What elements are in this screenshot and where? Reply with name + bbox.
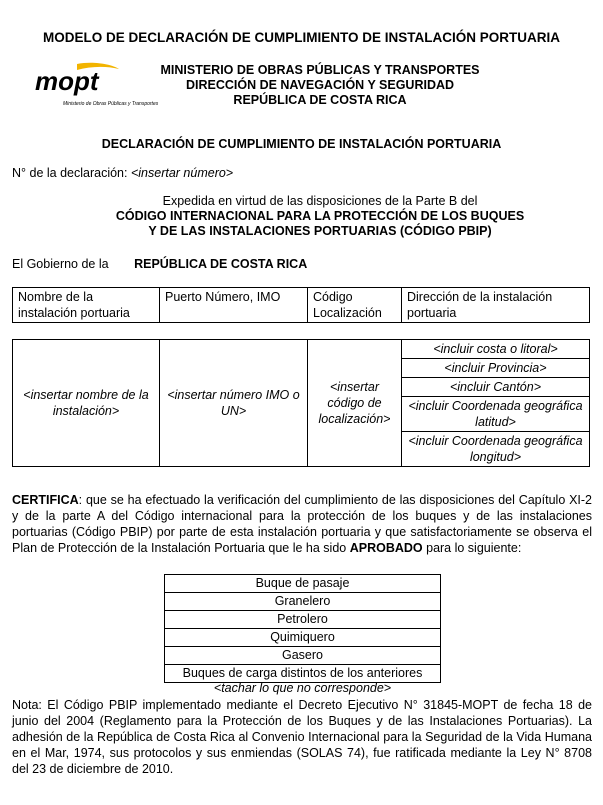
ship-type-cell: Granelero xyxy=(165,593,441,611)
certifica-text: : que se ha efectuado la verificación del cumplimiento de las disposiciones del Capítulo XI-2 y de la parte A del Código internacional para la protección de los buques y de las instalaciones portuarias (Código PBIP) por parte de esta instalación portuaria y que satisfactoriamente se observa el Plan de Protección de la Instalación Portuaria que le ha sido xyxy=(12,493,592,555)
ministry-header xyxy=(110,63,530,108)
code-title-line: Y DE LAS INSTALACIONES PORTUARIAS (CÓDIGO PBIP) xyxy=(148,224,492,238)
table-header-cell: Puerto Número, IMO xyxy=(160,288,308,323)
approved-label: APROBADO xyxy=(349,541,423,555)
facility-name-cell: <insertar nombre de la instalación> xyxy=(13,340,160,467)
address-cell: <incluir Coordenada geográfica longitud> xyxy=(402,432,590,467)
logo-text: mopt xyxy=(35,66,99,96)
ship-type-cell: Buques de carga distintos de los anteriores xyxy=(165,665,441,683)
location-code-cell: <insertar código de localización> xyxy=(308,340,402,467)
declaration-title: DECLARACIÓN DE CUMPLIMIENTO DE INSTALACIÓN PORTUARIA xyxy=(101,137,502,151)
imo-number-cell: <insertar número IMO o UN> xyxy=(160,340,308,467)
address-cell: <incluir Coordenada geográfica latitud> xyxy=(402,397,590,432)
table-row xyxy=(165,647,441,665)
government-label: El Gobierno de la xyxy=(12,257,109,271)
ship-type-cell: Gasero xyxy=(165,647,441,665)
table-header-cell: Nombre de la instalación portuaria xyxy=(13,288,160,323)
ministry-line: MINISTERIO DE OBRAS PÚBLICAS Y TRANSPORTES xyxy=(160,63,480,77)
ship-type-table xyxy=(164,574,441,683)
table-row xyxy=(165,593,441,611)
facility-header-table xyxy=(12,287,590,323)
table-header-cell: Dirección de la instalación portuaria xyxy=(402,288,590,323)
address-cell: <incluir Cantón> xyxy=(402,378,590,397)
facility-data-table xyxy=(12,339,590,467)
ministry-line: DIRECCIÓN DE NAVEGACIÓN Y SEGURIDAD xyxy=(185,78,455,92)
ministry-line: REPÚBLICA DE COSTA RICA xyxy=(233,93,407,107)
logo-subtext: Ministerio de Obras Públicas y Transportes xyxy=(63,101,159,107)
footnote-paragraph: Nota: El Código PBIP implementado mediante el Decreto Ejecutivo N° 31845-MOPT de fecha 18 de junio del 2004 (Reglamento para la Protección de los Buques y de las Instalaciones Portuarias). La adhesión de la República de Costa Rica al Convenio Internacional para la Seguridad de la Vida Humana en el Mar, 1974, sus protocolos y sus enmiendas (SOLAS 74), fue ratificada mediante la Ley N° 8708 del 23 de diciembre de 2010. xyxy=(12,698,592,776)
table-row xyxy=(165,575,441,593)
declaration-number-label: N° de la declaración: xyxy=(12,166,128,180)
table-row xyxy=(13,340,590,359)
ship-type-cell: Buque de pasaje xyxy=(165,575,441,593)
certification-paragraph xyxy=(12,492,592,556)
table-row xyxy=(165,629,441,647)
strike-note: <tachar lo que no corresponde> xyxy=(213,681,392,695)
document-title: MODELO DE DECLARACIÓN DE CUMPLIMIENTO DE INSTALACIÓN PORTUARIA xyxy=(42,30,560,45)
government-line xyxy=(12,257,307,271)
issued-block xyxy=(70,194,570,239)
government-country: REPÚBLICA DE COSTA RICA xyxy=(134,257,308,271)
certifica-label: CERTIFICA xyxy=(12,493,79,507)
declaration-number-placeholder: <insertar número> xyxy=(130,166,234,180)
issued-line: Expedida en virtud de las disposiciones de la Parte B del xyxy=(162,194,478,208)
table-row xyxy=(165,665,441,683)
address-cell: <incluir costa o litoral> xyxy=(402,340,590,359)
table-row xyxy=(13,288,590,323)
code-title-line: CÓDIGO INTERNACIONAL PARA LA PROTECCIÓN DE LOS BUQUES xyxy=(115,209,525,223)
ship-type-cell: Quimiquero xyxy=(165,629,441,647)
address-cell: <incluir Provincia> xyxy=(402,359,590,378)
table-row xyxy=(165,611,441,629)
ship-type-cell: Petrolero xyxy=(165,611,441,629)
table-header-cell: Código Localización xyxy=(308,288,402,323)
certifica-text-end: para lo siguiente: xyxy=(422,541,522,555)
declaration-number-line xyxy=(12,166,233,180)
